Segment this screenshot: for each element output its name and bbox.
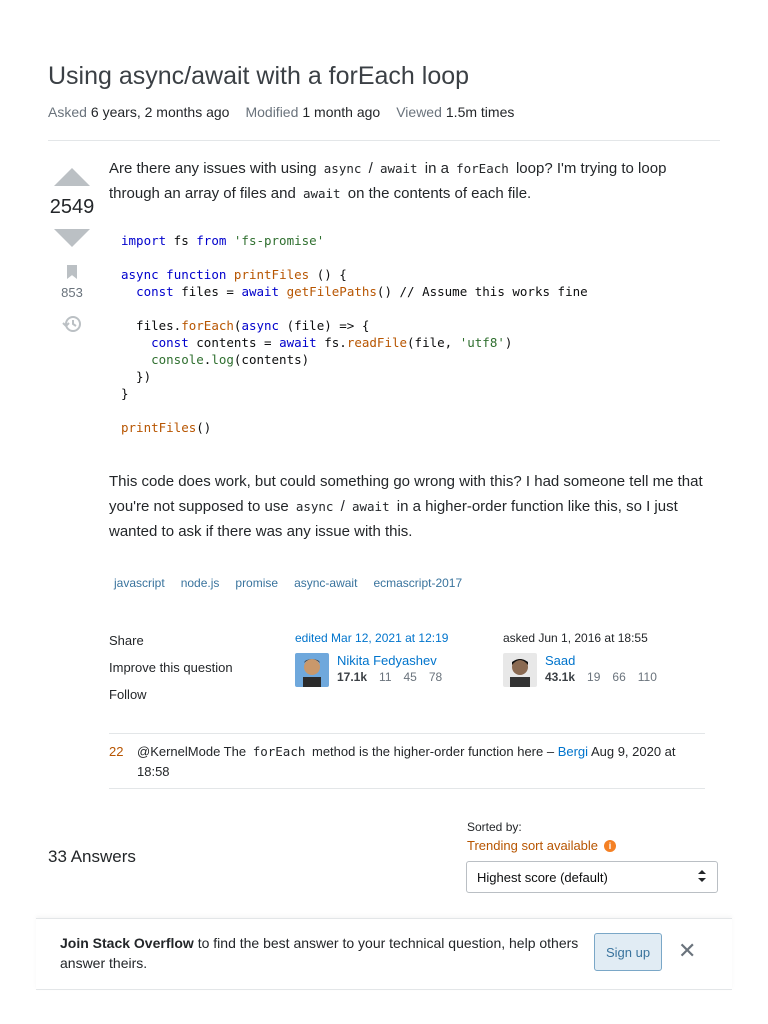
header-divider xyxy=(48,140,720,141)
text-run: @KernelMode The xyxy=(137,744,250,759)
modified-label: Modified xyxy=(245,104,299,120)
silver-badge-count: 45 xyxy=(403,670,417,684)
asker-user xyxy=(503,653,657,687)
modified-meta xyxy=(245,104,380,120)
comment-date[interactable]: Aug 9, 2020 at 18:58 xyxy=(137,744,676,779)
comment xyxy=(109,742,709,782)
inline-code: forEach xyxy=(453,161,512,176)
asker-avatar[interactable] xyxy=(503,653,537,687)
text-run: / xyxy=(364,160,377,177)
code-block: import fs from 'fs-promise' async function printFiles () { const files = await getFilePaths() // Assume this works fine files.forEach(async (file) => { const contents = await fs.readFile(file, 'utf8') console.log(contents) }) } printFiles() xyxy=(121,233,588,435)
code-token: const xyxy=(151,335,189,350)
text-run: on the contents of each file. xyxy=(343,185,532,202)
info-icon[interactable]: i xyxy=(604,840,616,852)
silver-badge-count: 66 xyxy=(612,670,626,684)
editor-user xyxy=(295,653,448,687)
text-run: in a higher-order function like this, so I just wanted to ask if there was any issue with this. xyxy=(109,498,678,540)
code-token: function xyxy=(166,267,227,282)
inline-code: forEach xyxy=(250,744,309,759)
asked-label: Asked xyxy=(48,104,87,120)
code-token: readFile xyxy=(346,335,408,350)
edited-timestamp[interactable]: edited Mar 12, 2021 at 12:19 xyxy=(295,631,449,645)
editor-avatar[interactable] xyxy=(295,653,329,687)
tag-list xyxy=(109,574,467,592)
code-token: printFiles xyxy=(121,420,197,435)
viewed-meta xyxy=(396,104,514,120)
viewed-value: 1.5m times xyxy=(445,104,515,120)
gold-badge-count: 19 xyxy=(587,670,601,684)
asker-reputation xyxy=(545,670,657,684)
editor-details xyxy=(337,653,442,684)
question-paragraph-2 xyxy=(109,469,709,544)
inline-code: await xyxy=(300,186,344,201)
asked-value: 6 years, 2 months ago xyxy=(90,104,230,120)
text-run: method is the higher-order function here – xyxy=(308,744,558,759)
signup-banner xyxy=(36,918,732,990)
code-token: await xyxy=(279,335,317,350)
text-run: / xyxy=(336,498,349,515)
select-arrows-icon xyxy=(697,869,707,886)
comment-score: 22 xyxy=(109,744,124,759)
asker-details xyxy=(545,653,657,684)
tag-promise[interactable]: promise xyxy=(235,576,279,590)
editor-signature xyxy=(295,631,448,687)
sort-select[interactable] xyxy=(466,861,718,893)
follow-link[interactable]: Follow xyxy=(109,687,147,702)
text-run: in a xyxy=(420,160,454,177)
downvote-arrow-icon[interactable] xyxy=(54,229,90,247)
improve-question-link[interactable]: Improve this question xyxy=(109,660,233,675)
text-run: This code does work, but could something go wrong with this? I had someone tell me that you're not supposed to use xyxy=(109,473,703,515)
code-token: printFiles xyxy=(233,267,310,282)
trending-sort-text: Trending sort available xyxy=(467,838,599,853)
asker-signature xyxy=(503,631,657,687)
code-token: forEach xyxy=(181,318,234,333)
code-token: const xyxy=(136,284,174,299)
vote-count: 2549 xyxy=(49,196,95,218)
editor-rep-score: 17.1k xyxy=(337,670,368,684)
comment-text xyxy=(137,742,709,782)
asker-rep-score: 43.1k xyxy=(545,670,576,684)
post-menu xyxy=(109,627,233,708)
banner-bold[interactable]: Join Stack Overflow xyxy=(60,935,194,951)
inline-code: await xyxy=(349,499,393,514)
code-token: from xyxy=(196,233,227,248)
inline-code: await xyxy=(377,161,421,176)
code-token: await xyxy=(241,284,280,299)
vote-column xyxy=(40,160,104,334)
sorted-by-label: Sorted by: xyxy=(467,820,522,834)
upvote-arrow-icon[interactable] xyxy=(54,168,90,186)
asked-meta xyxy=(48,104,229,120)
viewed-label: Viewed xyxy=(396,104,442,120)
bronze-badge-count: 110 xyxy=(637,670,657,684)
bookmark-icon[interactable] xyxy=(67,265,77,279)
question-meta xyxy=(48,104,514,120)
banner-text xyxy=(60,933,580,973)
code-token: getFilePaths xyxy=(286,284,377,299)
code-token: console xyxy=(151,352,204,367)
code-token: import xyxy=(121,233,167,248)
code-token: 'utf8' xyxy=(459,335,505,350)
question-title[interactable]: Using async/await with a forEach loop xyxy=(48,62,470,90)
code-token: async xyxy=(121,267,159,282)
history-icon[interactable] xyxy=(62,314,82,334)
code-token: 'fs-promise' xyxy=(233,233,325,248)
code-token: async xyxy=(241,318,280,333)
asked-timestamp: asked Jun 1, 2016 at 18:55 xyxy=(503,631,648,645)
bronze-badge-count: 78 xyxy=(428,670,443,684)
comment-divider xyxy=(109,733,705,734)
comment-author[interactable]: Bergi xyxy=(557,744,589,759)
tag-nodejs[interactable]: node.js xyxy=(180,576,220,590)
question-paragraph-1 xyxy=(109,156,709,206)
text-run: Are there any issues with using xyxy=(109,160,321,177)
inline-code: async xyxy=(321,161,365,176)
asker-name[interactable]: Saad xyxy=(545,653,576,668)
text-run: loop? I'm trying to loop through an array of files and xyxy=(109,160,667,202)
tag-javascript[interactable]: javascript xyxy=(114,576,165,590)
gold-badge-count: 11 xyxy=(379,670,392,684)
share-link[interactable]: Share xyxy=(109,633,144,648)
tag-async-await[interactable]: async-await xyxy=(294,576,358,590)
modified-value[interactable]: 1 month ago xyxy=(302,104,381,120)
question-body xyxy=(109,156,709,540)
editor-reputation xyxy=(337,670,442,684)
code-token: log xyxy=(211,352,234,367)
close-icon[interactable]: ✕ xyxy=(678,938,697,963)
editor-name[interactable]: Nikita Fedyashev xyxy=(337,653,437,668)
sort-selected-value: Highest score (default) xyxy=(477,869,608,885)
trending-sort-link[interactable] xyxy=(467,838,616,853)
banner-message: to find the best answer to your technical question, help others answer theirs. xyxy=(60,935,579,971)
comment-divider xyxy=(109,788,705,789)
tag-ecmascript-2017[interactable]: ecmascript-2017 xyxy=(373,576,463,590)
signup-button[interactable]: Sign up xyxy=(594,933,662,971)
answers-count: 33 Answers xyxy=(48,847,136,866)
inline-code: async xyxy=(293,499,337,514)
bookmark-count: 853 xyxy=(61,285,83,300)
